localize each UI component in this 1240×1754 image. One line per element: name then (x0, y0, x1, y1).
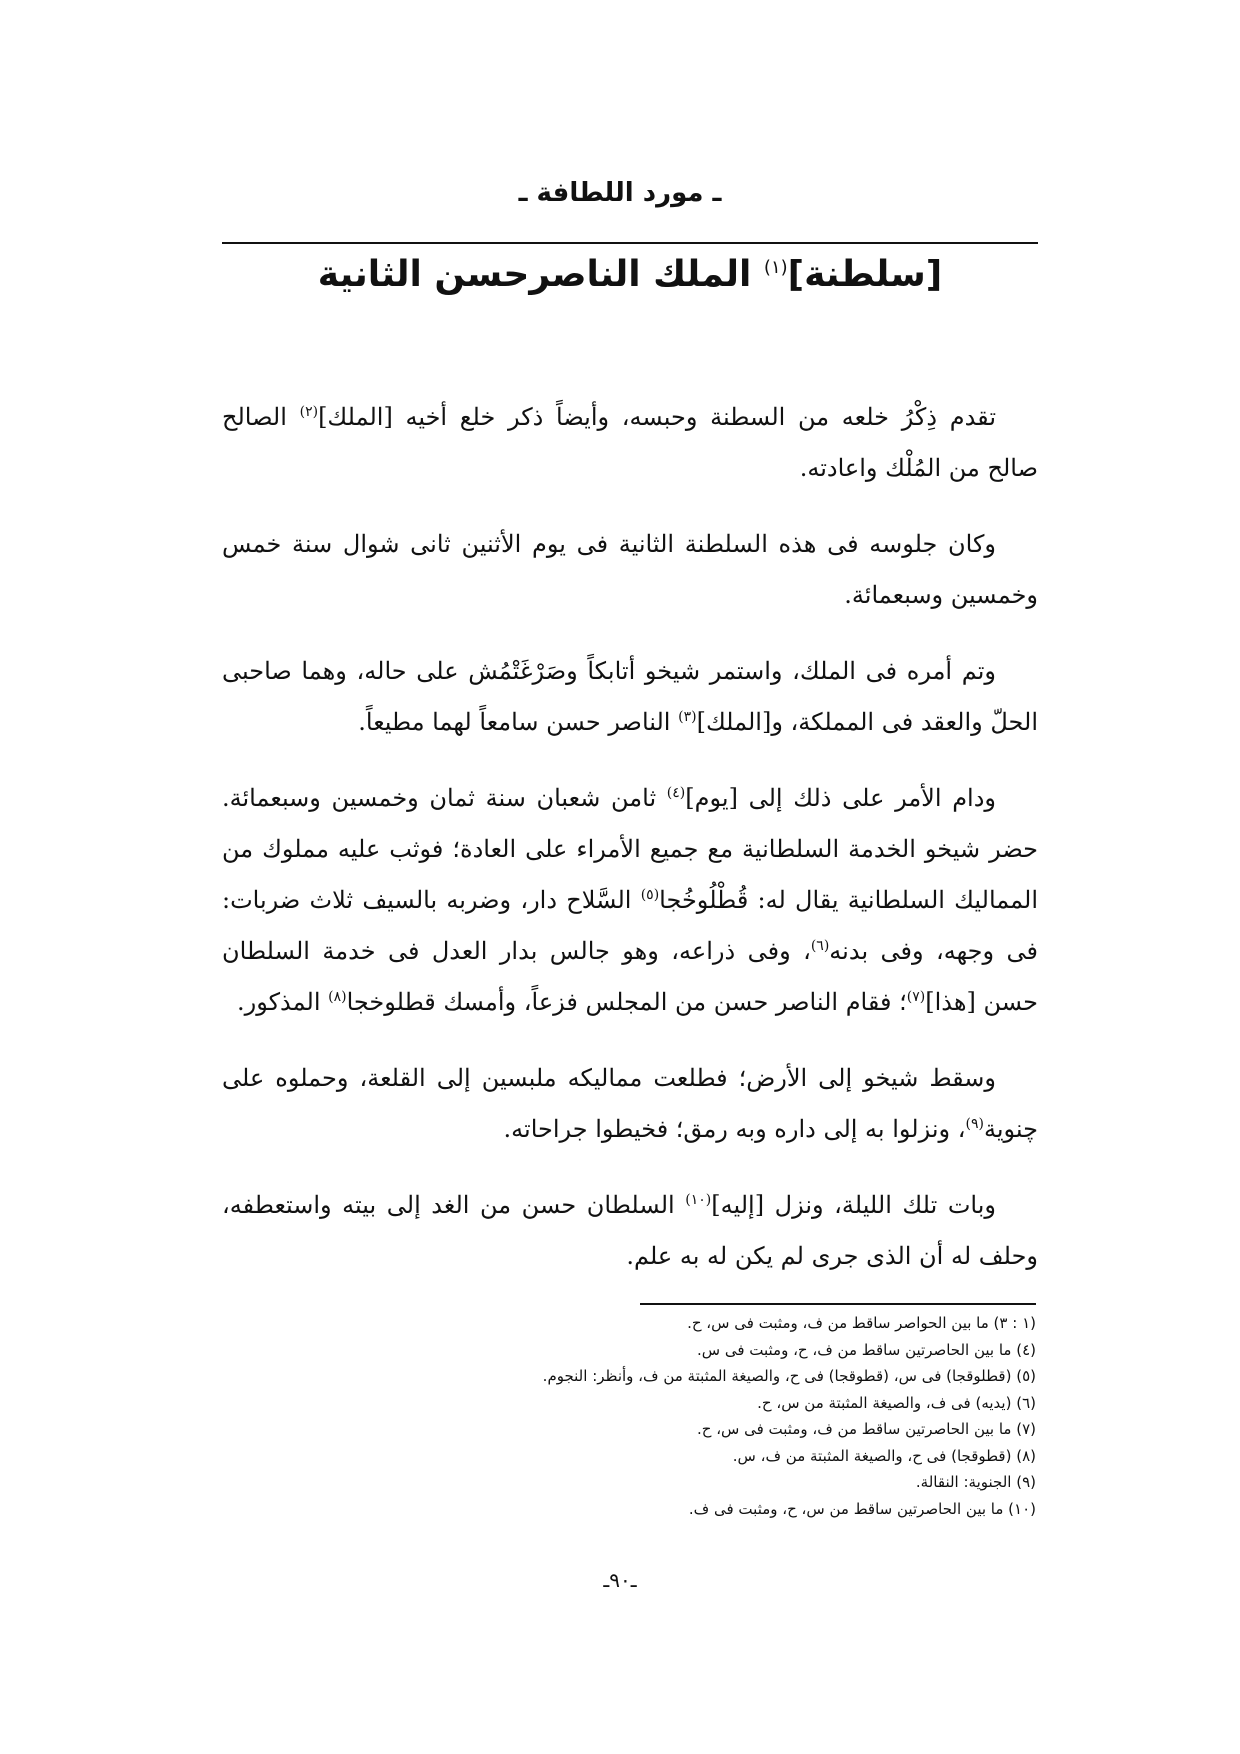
paragraph (222, 519, 1038, 621)
paragraph (222, 1053, 1038, 1155)
footnote: (١٠) ما بين الحاصرتين ساقط من س، ح، ومثبت فى ف. (688, 1499, 1036, 1518)
paragraph-text: ودام الأمر على ذلك إلى [يوم] (685, 784, 996, 812)
paragraph-text: تقدم ذِكْرُ خلعه من السطنة وحبسه، وأيضاً ذكر خلع أخيه [الملك] (318, 403, 996, 431)
footnote: (٦) (يديه) فى ف، والصيغة المثبتة من س، ح. (757, 1393, 1036, 1412)
footnote-marker: (٤) (666, 785, 686, 801)
paragraph-text: ؛ فقام الناصر حسن من المجلس فزعاً، وأمسك قطلوخجا (346, 988, 907, 1016)
page-number: ـ٩٠ـ (603, 1568, 637, 1592)
footnote: (٥) (قطلوقجا) فى س، (قطوقجا) فى ح، والصيغة المثبتة من ف، وأنظر: النجوم. (542, 1367, 1036, 1385)
footnote-marker: (٢) (299, 404, 319, 420)
footnote: (٤) ما بين الحاصرتين ساقط من ف، ح، ومثبت فى س. (696, 1340, 1036, 1359)
footnote: (٩) الجنوية: النقالة. (915, 1473, 1036, 1491)
paragraph-text: المذكور. (237, 988, 329, 1016)
paragraph-text: وبات تلك الليلة، ونزل [إليه] (711, 1191, 996, 1219)
footnote: (١ : ٣) ما بين الحواصر ساقط من ف، ومثبت فى س، ح. (687, 1314, 1036, 1332)
chapter-title-text: الملك الناصرحسن الثانية (317, 254, 764, 295)
footnote: (٨) (قطوقجا) فى ح، والصيغة المثبتة من ف، س. (732, 1446, 1036, 1465)
running-head: ـ مورد اللطافة ـ (518, 178, 722, 208)
paragraph-text: ، ونزلوا به إلى داره وبه رمق؛ فخيطوا جراحاته. (503, 1115, 966, 1143)
paragraph-text: السلطان حسن من الغد إلى بيته واستعطفه، وحلف له أن الذى جرى لم يكن له به علم. (222, 1191, 1038, 1270)
paragraph (222, 392, 1038, 494)
paragraph-text: ثامن شعبان سنة ثمان وخمسين وسبعمائة. حضر شيخو الخدمة السلطانية مع جميع الأمراء على العادة؛ فوثب عليه مملوك من المماليك السلطانية يقال له: قُطْلُوخُجا (222, 784, 1038, 914)
paragraph-text: وكان جلوسه فى هذه السلطنة الثانية فى يوم الأثنين ثانى شوال سنة خمس وخمسين وسبعمائة. (222, 530, 1038, 609)
paragraph-text: ، وفى ذراعه، وهو جالس بدار العدل فى خدمة السلطان حسن [هذا] (222, 937, 1038, 1016)
footnote-marker: (٦) (810, 938, 830, 954)
paragraph-text: وتم أمره فى الملك، واستمر شيخو أتابكاً وصَرْغَتْمُش على حاله، وهما صاحبى الحلّ والعقد فى المملكة، و[الملك] (222, 657, 1038, 736)
footnotes (300, 1310, 1036, 1522)
paragraph-text: السَّلاح دار، وضربه بالسيف ثلاث ضربات: فى وجهه، وفى بدنه (222, 886, 1038, 965)
paragraph-text: الناصر حسن سامعاً لهما مطيعاً. (358, 708, 679, 736)
footnote-marker: (٩) (965, 1116, 984, 1132)
chapter-title-bracket: [سلطنة] (787, 254, 943, 295)
paragraph (222, 646, 1038, 748)
footnote-marker: (٨) (328, 989, 347, 1005)
footnote-marker: (٣) (678, 709, 697, 725)
paragraph (222, 773, 1038, 1028)
paragraph (222, 1180, 1038, 1282)
footnote-marker: (١٠) (685, 1192, 712, 1208)
footnote: (٧) ما بين الحاصرتين ساقط من ف، ومثبت فى س، ح. (696, 1420, 1036, 1438)
body-text (222, 392, 1038, 1307)
footnote-marker: (٧) (906, 989, 926, 1005)
footnote-rule (640, 1303, 1036, 1305)
chapter-title (222, 254, 1038, 295)
footnote-marker: (٥) (640, 887, 660, 903)
paragraph-text: الصالح صالح من المُلْك واعادته. (222, 403, 1038, 482)
footnote-marker: (١) (763, 257, 788, 278)
header-rule (222, 242, 1038, 244)
paragraph-text: وسقط شيخو إلى الأرض؛ فطلعت مماليكه ملبسين إلى القلعة، وحملوه على چنوية (222, 1064, 1038, 1143)
